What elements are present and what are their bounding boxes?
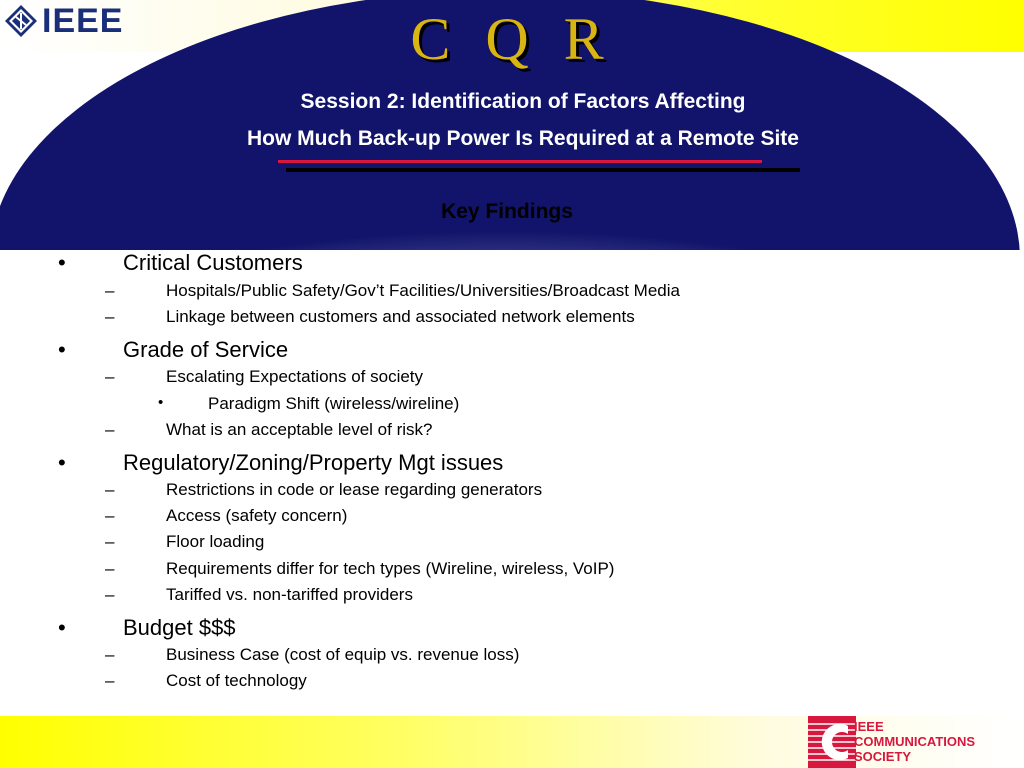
- list-item-text: Floor loading: [166, 532, 265, 551]
- comsoc-line-1: IEEE: [854, 719, 884, 734]
- comsoc-logo: [808, 716, 1024, 768]
- list-item-text: Critical Customers: [123, 250, 303, 275]
- ieee-logo-text: IEEE: [42, 2, 124, 40]
- list-item-text: What is an acceptable level of risk?: [166, 420, 433, 439]
- cqr-title: C Q R: [410, 6, 614, 72]
- dash-marker: –: [105, 420, 115, 439]
- list-item-text: Cost of technology: [166, 671, 307, 690]
- comsoc-text: [854, 719, 975, 764]
- comsoc-line-2: COMMUNICATIONS: [854, 734, 976, 749]
- list-item-text: Paradigm Shift (wireless/wireline): [208, 394, 460, 413]
- list-item-text: Tariffed vs. non-tariffed providers: [166, 585, 413, 604]
- dash-marker: –: [105, 645, 115, 664]
- key-findings-heading: Key Findings: [441, 200, 573, 223]
- list-item-text: Grade of Service: [123, 337, 289, 362]
- bullet-marker: •: [58, 615, 66, 640]
- list-item-text: Access (safety concern): [166, 506, 348, 525]
- list-item-text: Linkage between customers and associated network elements: [166, 307, 635, 326]
- dash-marker: –: [105, 585, 115, 604]
- bullet-marker: •: [58, 450, 66, 475]
- dash-marker: –: [105, 506, 115, 525]
- dash-marker: –: [105, 559, 115, 578]
- dash-marker: –: [105, 281, 115, 300]
- list-item-text: Business Case (cost of equip vs. revenue loss): [166, 645, 520, 664]
- dash-marker: –: [105, 480, 115, 499]
- list-item-text: Hospitals/Public Safety/Gov’t Facilities/Universities/Broadcast Media: [166, 281, 680, 300]
- bullet-marker: •: [58, 337, 66, 362]
- dash-marker: –: [105, 532, 115, 551]
- dash-marker: –: [105, 671, 115, 690]
- comsoc-emblem-icon: [808, 716, 856, 768]
- dash-marker: –: [105, 307, 115, 326]
- list-item-text: Requirements differ for tech types (Wireline, wireless, VoIP): [166, 559, 615, 578]
- list-item-text: Budget $$$: [123, 615, 236, 640]
- list-item-text: Regulatory/Zoning/Property Mgt issues: [123, 450, 504, 475]
- title-underline-dark: [286, 168, 800, 172]
- dash-marker: –: [105, 367, 115, 386]
- session-subtitle: How Much Back-up Power Is Required at a Remote Site: [247, 127, 799, 150]
- list-item-text: Restrictions in code or lease regarding generators: [166, 480, 543, 499]
- bullet-marker: •: [158, 394, 164, 411]
- bullet-marker: •: [58, 250, 66, 275]
- session-title: Session 2: Identification of Factors Affecting: [300, 90, 746, 113]
- list-item-text: Escalating Expectations of society: [166, 367, 424, 386]
- comsoc-line-3: SOCIETY: [854, 749, 912, 764]
- title-underline-red: [278, 160, 762, 163]
